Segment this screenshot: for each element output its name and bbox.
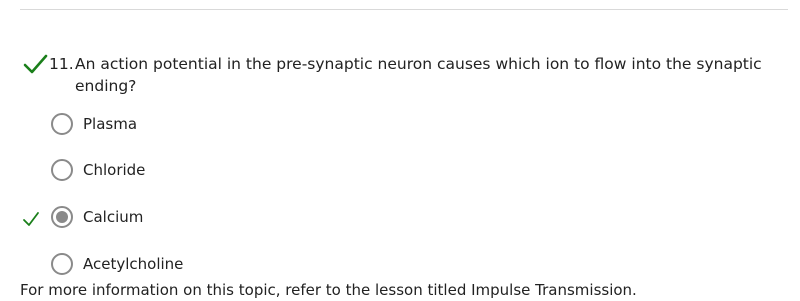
answer-option-calcium[interactable] bbox=[22, 205, 422, 233]
radio-button-selected[interactable] bbox=[51, 206, 73, 228]
answer-label: Plasma bbox=[83, 115, 138, 133]
radio-button[interactable] bbox=[51, 113, 73, 135]
lesson-reference-text: For more information on this topic, refer to the lesson titled Impulse Transmission. bbox=[20, 281, 637, 299]
section-divider bbox=[20, 9, 788, 10]
answer-option-chloride[interactable] bbox=[22, 158, 422, 186]
answer-option-acetylcholine[interactable] bbox=[22, 252, 422, 280]
radio-selected-dot bbox=[56, 211, 68, 223]
question-text: An action potential in the pre-synaptic neuron causes which ion to flow into the synaptic ending? bbox=[75, 55, 762, 95]
correct-checkmark-icon bbox=[22, 53, 48, 75]
question-number: 11. bbox=[49, 55, 74, 73]
answer-option-plasma[interactable] bbox=[22, 112, 422, 140]
radio-button[interactable] bbox=[51, 253, 73, 275]
correct-answer-checkmark-icon bbox=[22, 211, 40, 227]
radio-button[interactable] bbox=[51, 159, 73, 181]
answer-label: Calcium bbox=[83, 208, 144, 226]
answer-label: Acetylcholine bbox=[83, 255, 184, 273]
answer-label: Chloride bbox=[83, 161, 146, 179]
